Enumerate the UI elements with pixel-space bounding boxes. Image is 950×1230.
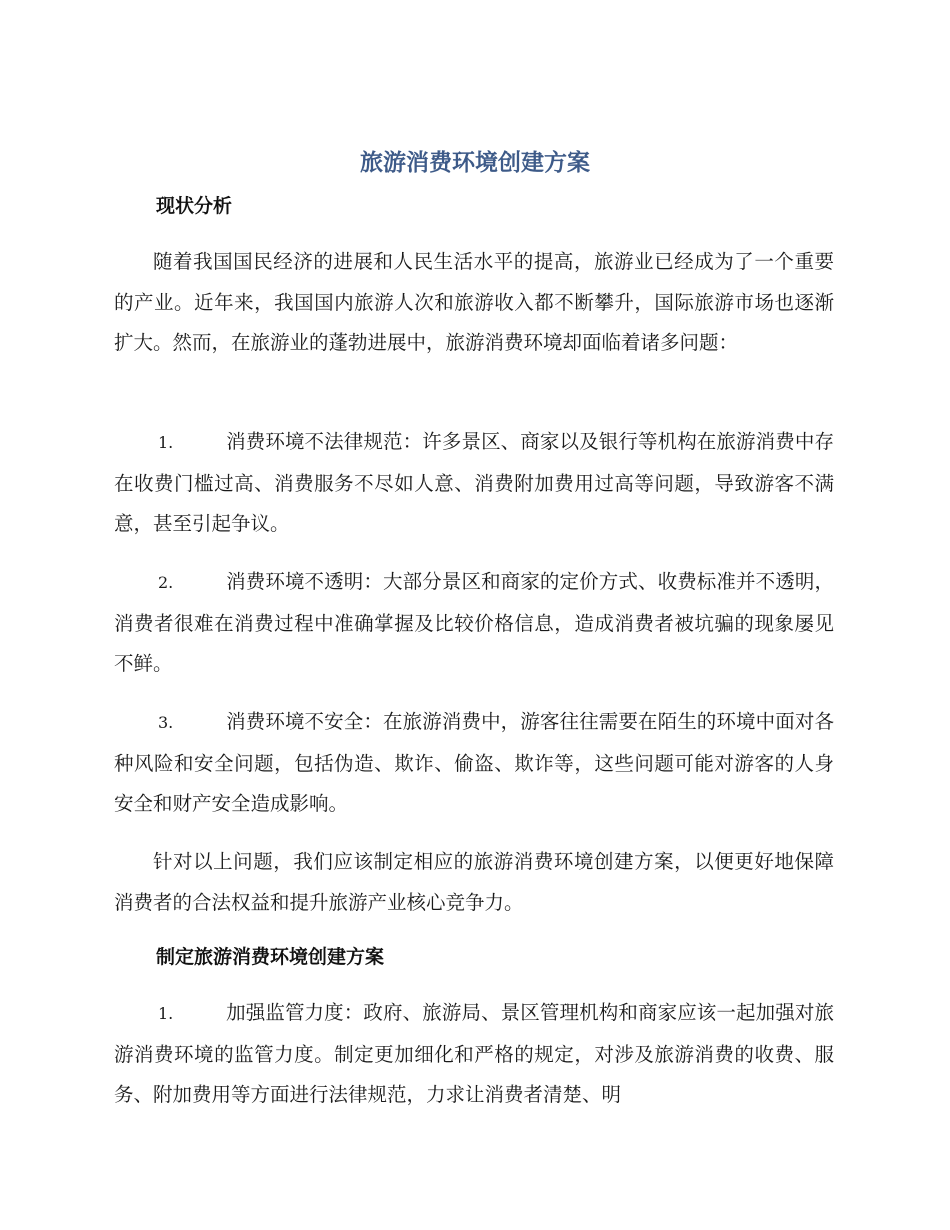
document-title: 旅游消费环境创建方案 [360, 150, 590, 176]
list-item-1 [114, 422, 834, 545]
section-heading-plan: 制定旅游消费环境创建方案 [156, 946, 385, 968]
list-item-number: 2. [158, 573, 174, 592]
list-item-text: 加强监管力度：政府、旅游局、景区管理机构和商家应该一起加强对旅游消费环境的监管力度。制定更加细化和严格的规定，对涉及旅游消费的收费、服务、附加费用等方面进行法律规范，力求让消费者清楚、明 [114, 1001, 834, 1106]
list-item-number: 1. [158, 1004, 174, 1023]
list-item-text: 消费环境不安全：在旅游消费中，游客往往需要在陌生的环境中面对各种风险和安全问题，包括伪造、欺诈、偷盗、欺诈等，这些问题可能对游客的人身安全和财产安全造成影响。 [114, 710, 834, 815]
list-item-plan-1 [114, 993, 834, 1116]
list-item-2 [114, 562, 834, 685]
list-item-3 [114, 702, 834, 825]
list-item-text: 消费环境不法律规范：许多景区、商家以及银行等机构在旅游消费中存在收费门槛过高、消费服务不尽如人意、消费附加费用过高等问题，导致游客不满意，甚至引起争议。 [114, 430, 834, 535]
list-item-number: 3. [158, 713, 174, 732]
intro-paragraph: 随着我国国民经济的进展和人民生活水平的提高，旅游业已经成为了一个重要的产业。近年来，我国国内旅游人次和旅游收入都不断攀升，国际旅游市场也逐渐扩大。然而，在旅游业的蓬勃进展中，旅游消费环境却面临着诸多问题： [114, 250, 834, 354]
conclusion-paragraph: 针对以上问题，我们应该制定相应的旅游消费环境创建方案，以便更好地保障消费者的合法权益和提升旅游产业核心竞争力。 [114, 850, 834, 914]
section-heading-status-analysis: 现状分析 [156, 195, 233, 217]
list-item-text: 消费环境不透明：大部分景区和商家的定价方式、收费标准并不透明，消费者很难在消费过程中准确掌握及比较价格信息，造成消费者被坑骗的现象屡见不鲜。 [114, 570, 834, 675]
list-item-number: 1. [158, 433, 174, 452]
